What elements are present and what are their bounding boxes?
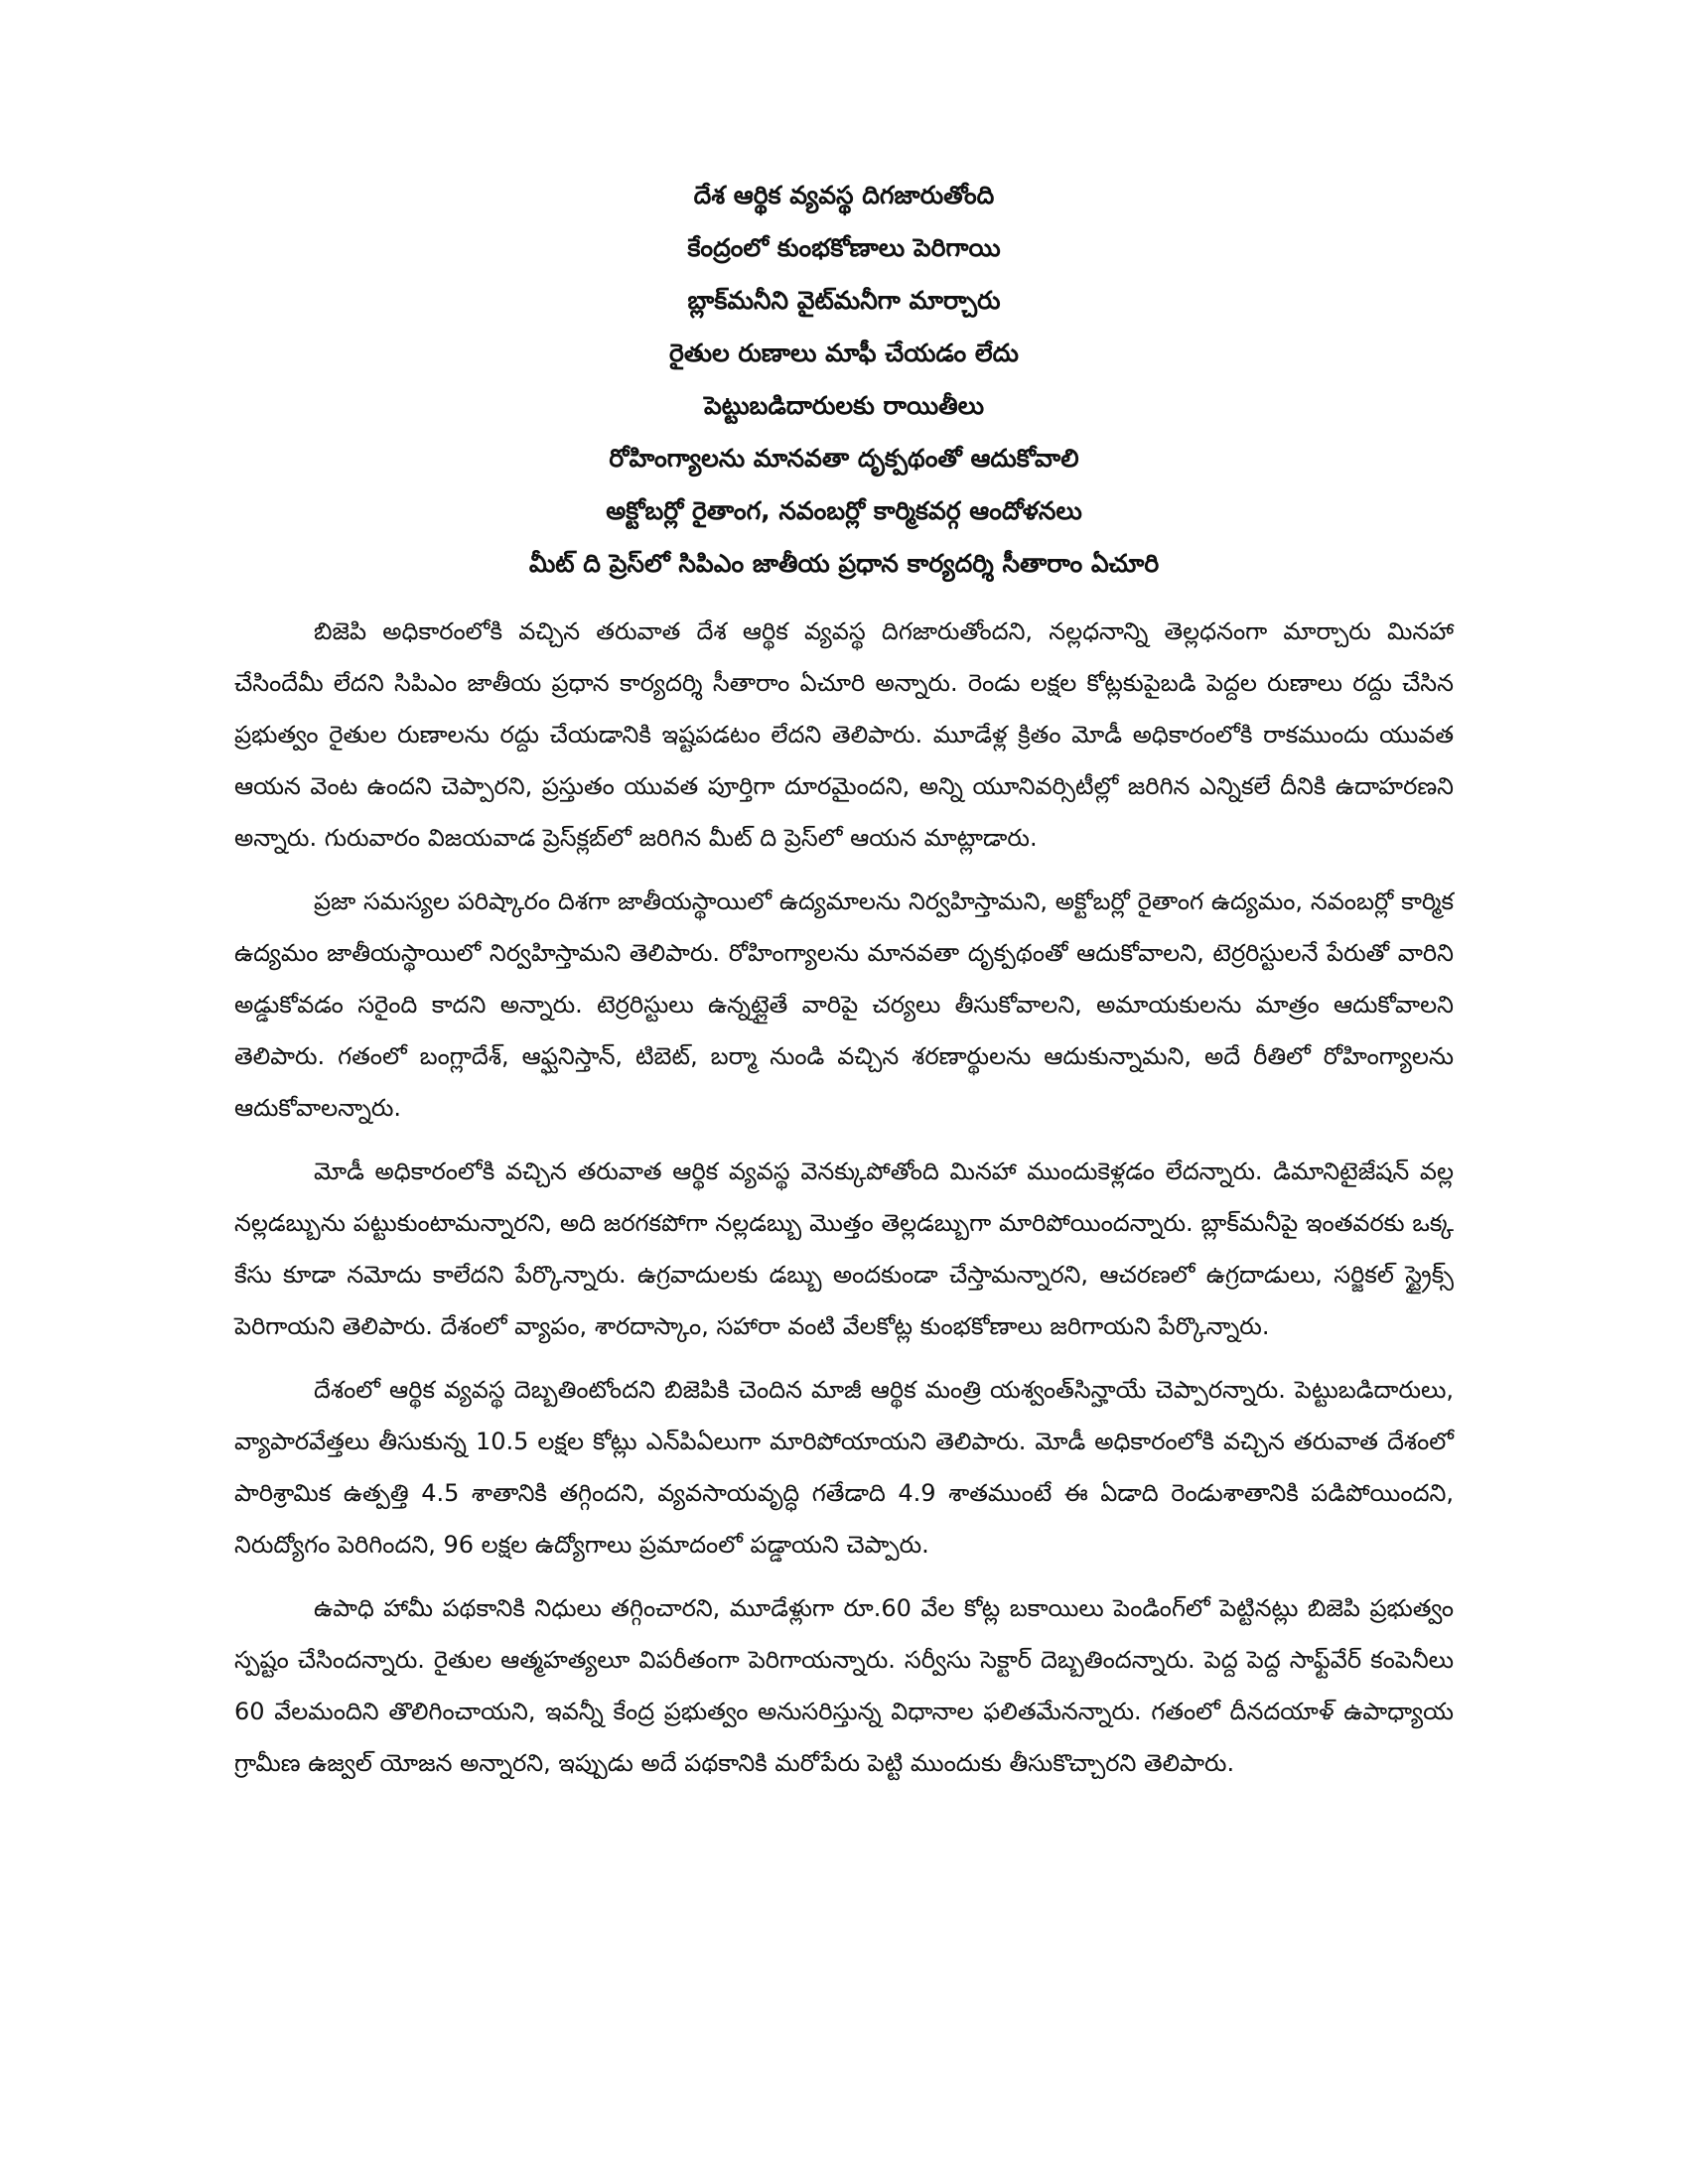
- headline: దేశ ఆర్థిక వ్యవస్థ దిగజారుతోంది: [693, 181, 995, 209]
- headline: రైతుల రుణాలు మాఫీ చేయడం లేదు: [669, 339, 1019, 367]
- article-body: [234, 606, 1454, 1801]
- headline: మీట్ ది ప్రెస్‌లో సిపిఎం జాతీయ ప్రధాన కార్యదర్శి సీతారాం ఏచూరి: [528, 549, 1160, 578]
- headline: బ్లాక్‌మనీని వైట్‌మనీగా మార్చారు: [687, 286, 1001, 315]
- body-paragraph: మోడీ అధికారంలోకి వచ్చిన తరువాత ఆర్థిక వ్యవస్థ వెనక్కుపోతోంది మినహా ముందుకెళ్లడం లేదన్నారు. డిమానిటైజేషన్ వల్ల నల్లడబ్బును పట్టుకుంటామన్నారని, అది జరగకపోగా నల్లడబ్బు మొత్తం తెల్లడబ్బుగా మారిపోయిందన్నారు. బ్లాక్‌మనీపై ఇంతవరకు ఒక్క కేసు కూడా నమోదు కాలేదని పేర్కొన్నారు. ఉగ్రవాదులకు డబ్బు అందకుండా చేస్తామన్నారని, ఆచరణలో ఉగ్రదాడులు, సర్జికల్ స్ట్రైక్స్ పెరిగాయని తెలిపారు. దేశంలో వ్యాపం, శారదాస్కాం, సహారా వంటి వేలకోట్ల కుంభకోణాలు జరిగాయని పేర్కొన్నారు.: [234, 1158, 1454, 1340]
- headline: రోహింగ్యాలను మానవతా దృక్పథంతో ఆదుకోవాలి: [609, 444, 1079, 473]
- body-paragraph: ఉపాధి హామీ పథకానికి నిధులు తగ్గించారని, మూడేళ్లుగా రూ.60 వేల కోట్ల బకాయిలు పెండింగ్‌లో పెట్టినట్లు బిజెపి ప్రభుత్వం స్పష్టం చేసిందన్నారు. రైతుల ఆత్మహత్యలూ విపరీతంగా పెరిగాయన్నారు. సర్వీసు సెక్టార్ దెబ్బతిందన్నారు. పెద్ద పెద్ద సాఫ్ట్‌వేర్ కంపెనీలు 60 వేలమందిని తొలిగించాయని, ఇవన్నీ కేంద్ర ప్రభుత్వం అనుసరిస్తున్న విధానాల ఫలితమేనన్నారు. గతంలో దీనదయాళ్ ఉపాధ్యాయ గ్రామీణ ఉజ్వల్ యోజన అన్నారని, ఇప్పుడు అదే పథకానికి మరోపేరు పెట్టి ముందుకు తీసుకొచ్చారని తెలిపారు.: [234, 1594, 1454, 1777]
- body-paragraph: బిజెపి అధికారంలోకి వచ్చిన తరువాత దేశ ఆర్థిక వ్యవస్థ దిగజారుతోందని, నల్లధనాన్ని తెల్లధనంగా మార్చారు మినహా చేసిందేమీ లేదని సిపిఎం జాతీయ ప్రధాన కార్యదర్శి సీతారాం ఏచూరి అన్నారు. రెండు లక్షల కోట్లకుపైబడి పెద్దల రుణాలు రద్దు చేసిన ప్రభుత్వం రైతుల రుణాలను రద్దు చేయడానికి ఇష్టపడటం లేదని తెలిపారు. మూడేళ్ల క్రితం మోడీ అధికారంలోకి రాకముందు యువత ఆయన వెంట ఉందని చెప్పారని, ప్రస్తుతం యువత పూర్తిగా దూరమైందని, అన్ని యూనివర్సిటీల్లో జరిగిన ఎన్నికలే దీనికి ఉదాహరణని అన్నారు. గురువారం విజయవాడ ప్రెస్‌క్లబ్‌లో జరిగిన మీట్ ది ప్రెస్‌లో ఆయన మాట్లాడారు.: [234, 617, 1454, 852]
- headline: అక్టోబర్లో రైతాంగ, నవంబర్లో కార్మికవర్గ ఆందోళనలు: [606, 496, 1082, 525]
- body-paragraph: ప్రజా సమస్యల పరిష్కారం దిశగా జాతీయస్థాయిలో ఉద్యమాలను నిర్వహిస్తామని, అక్టోబర్లో రైతాంగ ఉద్యమం, నవంబర్లో కార్మిక ఉద్యమం జాతీయస్థాయిలో నిర్వహిస్తామని తెలిపారు. రోహింగ్యాలను మానవతా దృక్పథంతో ఆదుకోవాలని, టెర్రరిస్టులనే పేరుతో వారిని అడ్డుకోవడం సరైంది కాదని అన్నారు. టెర్రరిస్టులు ఉన్నట్లైతే వారిపై చర్యలు తీసుకోవాలని, అమాయకులను మాత్రం ఆదుకోవాలని తెలిపారు. గతంలో బంగ్లాదేశ్, ఆఫ్ఘనిస్తాన్, టిబెట్, బర్మా నుండి వచ్చిన శరణార్థులను ఆదుకున్నామని, అదే రీతిలో రోహింగ్యాలను ఆదుకోవాలన్నారు.: [234, 887, 1454, 1122]
- body-paragraph: దేశంలో ఆర్థిక వ్యవస్థ దెబ్బతింటోందని బిజెపికి చెందిన మాజీ ఆర్థిక మంత్రి యశ్వంత్‌సిన్హాయే చెప్పారన్నారు. పెట్టుబడిదారులు, వ్యాపారవేత్తలు తీసుకున్న 10.5 లక్షల కోట్లు ఎన్‌పిఏలుగా మారిపోయాయని తెలిపారు. మోడీ అధికారంలోకి వచ్చిన తరువాత దేశంలో పారిశ్రామిక ఉత్పత్తి 4.5 శాతానికి తగ్గిందని, వ్యవసాయవృద్ధి గతేడాది 4.9 శాతముంటే ఈ ఏడాది రెండుశాతానికి పడిపోయిందని, నిరుద్యోగం పెరిగిందని, 96 లక్షల ఉద్యోగాలు ప్రమాదంలో పడ్డాయని చెప్పారు.: [234, 1376, 1454, 1559]
- headline-block: [248, 169, 1440, 590]
- headline: కేంద్రంలో కుంభకోణాలు పెరిగాయి: [687, 233, 1001, 262]
- headline: పెట్టుబడిదారులకు రాయితీలు: [703, 391, 985, 420]
